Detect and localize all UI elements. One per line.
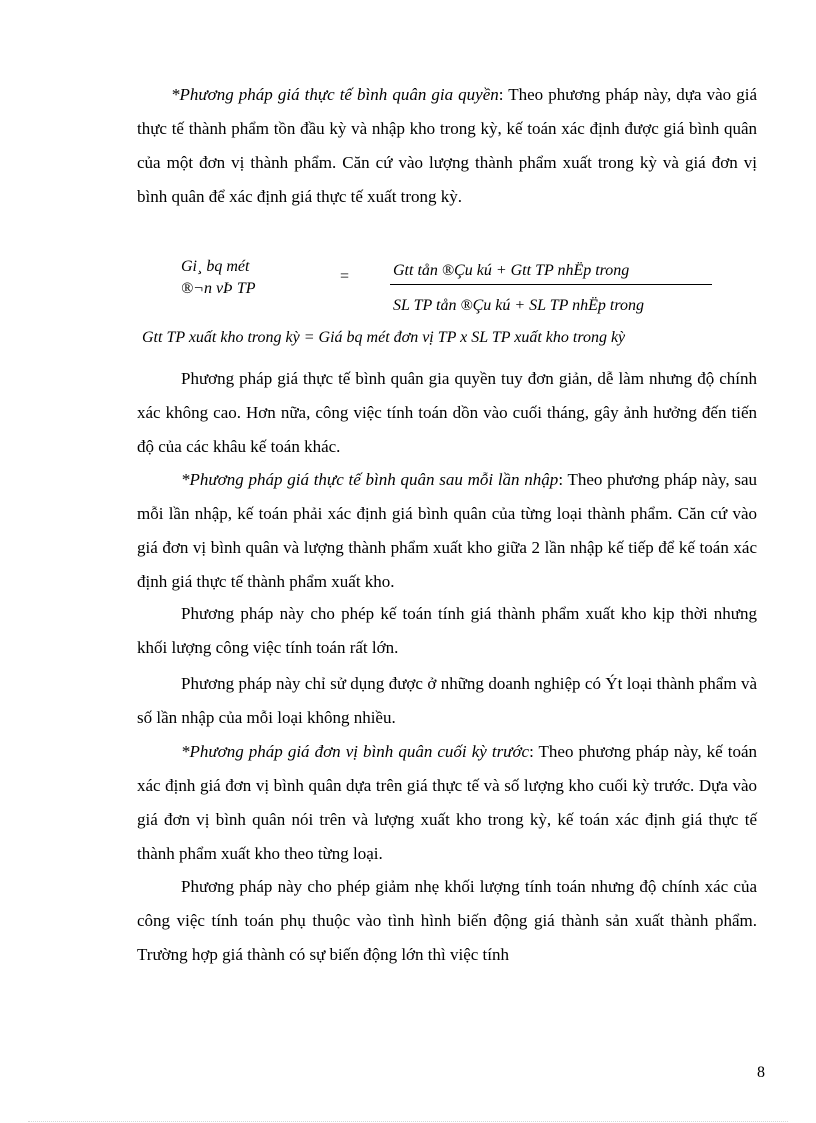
paragraph-prior-period-average [137, 735, 757, 871]
paragraph-text: : Theo phương pháp này, sau mỗi lần nhập, kế toán phải xác định giá bình quân của từng loại thành phẩm. Căn cứ vào giá đơn vị bình quân và lượng thành phẩm xuất kho giữa 2 lần nhập kế tiếp để kế toán xác định giá thực tế thành phẩm xuất kho. [137, 470, 757, 591]
paragraph-prior-period-evaluation [137, 870, 757, 972]
paragraph-text: Phương pháp giá thực tế bình quân gia quyền tuy đơn giản, dễ làm nhưng độ chính xác không cao. Hơn nữa, công việc tính toán dồn vào cuối tháng, gây ảnh hưởng đến tiến độ của các khâu kế toán khác. [137, 369, 757, 456]
paragraph-moving-average-evaluation [137, 597, 757, 665]
formula-export-cost: Gtt TP xuất kho trong kỳ = Giá bq mét đơn vị TP x SL TP xuất kho trong kỳ [142, 329, 626, 346]
paragraph-moving-average [137, 463, 757, 599]
page-bottom-divider [28, 1121, 788, 1122]
paragraph-moving-average-applicability [137, 667, 757, 735]
method-label-moving-average: *Phương pháp giá thực tế bình quân sau mỗi lần nhập [181, 470, 559, 489]
paragraph-weighted-average [137, 78, 757, 214]
formula-numerator: Gtt tån ®Çu kú + Gtt TP nhËp trong [393, 262, 630, 279]
formula-denominator: SL TP tån ®Çu kú + SL TP nhËp trong [393, 297, 645, 314]
formula-lhs-line2: ®¬n vÞ TP [181, 280, 256, 297]
fraction-bar [390, 284, 712, 285]
paragraph-weighted-average-evaluation [137, 362, 757, 464]
paragraph-text: Phương pháp này cho phép giảm nhẹ khối lượng tính toán nhưng độ chính xác của công việc tính toán phụ thuộc vào tình hình biến động giá thành sản xuất thành phẩm. Trường hợp giá thành có sự biến động lớn thì việc tính [137, 877, 757, 964]
page-number: 8 [757, 1064, 765, 1081]
formula-equals: = [340, 268, 350, 285]
method-label-prior-period-average: *Phương pháp giá đơn vị bình quân cuối kỳ trước [181, 742, 530, 761]
paragraph-text: : Theo phương pháp này, kế toán xác định giá đơn vị bình quân dựa trên giá thực tế và số lượng kho cuối kỳ trước. Dựa vào giá đơn vị bình quân nói trên và lượng xuất kho trong kỳ, kế toán xác định giá thực tế thành phẩm xuất kho theo từng loại. [137, 742, 757, 863]
paragraph-text: Phương pháp này cho phép kế toán tính giá thành phẩm xuất kho kịp thời nhưng khối lượng công việc tính toán rất lớn. [137, 604, 757, 657]
method-label-weighted-average: *Phương pháp giá thực tế bình quân gia quyền [171, 85, 499, 104]
paragraph-text: : Theo phương pháp này, dựa vào giá thực tế thành phẩm tồn đầu kỳ và nhập kho trong kỳ, kế toán xác định được giá bình quân của một đơn vị thành phẩm. Căn cứ vào lượng thành phẩm xuất trong kỳ và giá đơn vị bình quân để xác định giá thực tế xuất trong kỳ. [137, 85, 757, 206]
paragraph-text: Phương pháp này chỉ sử dụng được ở những doanh nghiệp có Ýt loại thành phẩm và số lần nhập của mỗi loại không nhiều. [137, 674, 757, 727]
formula-lhs-line1: Gi¸ bq mét [181, 258, 250, 275]
